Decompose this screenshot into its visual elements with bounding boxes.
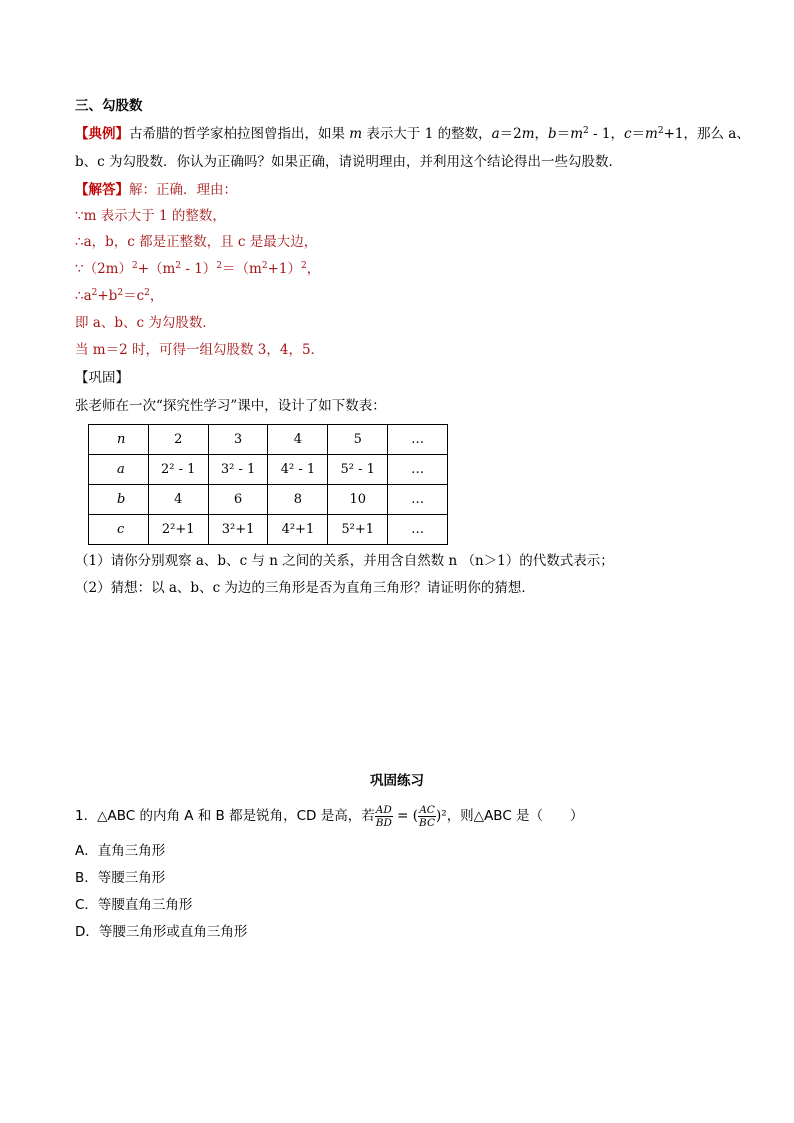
table-cell: 5 bbox=[328, 425, 388, 455]
table-cell: 4² - 1 bbox=[268, 455, 328, 485]
table-row-header: n bbox=[89, 425, 149, 455]
table-cell: 3²+1 bbox=[208, 515, 268, 545]
answer-line-5: 即 a、b、c 为勾股数． bbox=[75, 315, 216, 331]
table-cell: 8 bbox=[268, 485, 328, 515]
example-line-2: b、c 为勾股数．你认为正确吗？如果正确，请说明理由，并利用这个结论得出一些勾股数． bbox=[75, 154, 622, 170]
table-cell: … bbox=[388, 425, 448, 455]
table-cell: … bbox=[388, 515, 448, 545]
practice-question-1: 1．△ABC 的内角 A 和 B 都是锐角，CD 是高，若 $\frac{AD}{BD}$ = ( $\frac{AC}{BC}$ )²，则△ABC 是（ ） bbox=[75, 804, 584, 829]
option-c: C．等腰直角三角形 bbox=[75, 897, 193, 913]
table-row bbox=[89, 515, 448, 545]
answer-intro: 【解答】解：正确．理由： bbox=[75, 182, 237, 198]
answer-line-3: $\because(2m)^2+(m^2 - 1)^2=(m^2+1)^2$， bbox=[75, 261, 321, 277]
table-row bbox=[89, 485, 448, 515]
option-a: A．直角三角形 bbox=[75, 843, 166, 859]
table-cell: 4 bbox=[268, 425, 328, 455]
table-row-header: c bbox=[89, 515, 149, 545]
table-cell: 5² - 1 bbox=[328, 455, 388, 485]
table-row-header: a bbox=[89, 455, 149, 485]
table-row bbox=[89, 425, 448, 455]
option-b: B．等腰三角形 bbox=[75, 870, 166, 886]
question-1: （1）请你分别观察 a、b、c 与 n 之间的关系，并用含自然数 n （n＞1）的代数式表示； bbox=[75, 553, 614, 569]
table-cell: 3 bbox=[208, 425, 268, 455]
table-cell: 2 bbox=[148, 425, 208, 455]
table-cell: 2²+1 bbox=[148, 515, 208, 545]
table-cell: … bbox=[388, 455, 448, 485]
table-cell: 3² - 1 bbox=[208, 455, 268, 485]
answer-line-1: ∵m 表示大于 1 的整数， bbox=[75, 208, 226, 224]
number-table bbox=[88, 424, 448, 545]
table-cell: 4²+1 bbox=[268, 515, 328, 545]
question-2: （2）猜想：以 a、b、c 为边的三角形是否为直角三角形？请证明你的猜想． bbox=[75, 580, 535, 596]
consolidate-tag: 【巩固】 bbox=[75, 370, 129, 386]
table-cell: 4 bbox=[148, 485, 208, 515]
example-tag: 【典例】 bbox=[75, 126, 129, 142]
table-row bbox=[89, 455, 448, 485]
fraction-ad-bd: $\frac{AD}{BD}$ bbox=[375, 804, 392, 829]
answer-line-2: ∴a，b，c 都是正整数，且 c 是最大边， bbox=[75, 234, 318, 250]
answer-tag: 【解答】 bbox=[75, 182, 129, 198]
table-cell: 10 bbox=[328, 485, 388, 515]
example-line-1: 【典例】古希腊的哲学家柏拉图曾指出，如果 m 表示大于 1 的整数，a＝2m，$b=m^2 - 1$，$c=m^2+1$，那么 a、 bbox=[75, 126, 750, 142]
table-cell: 2² - 1 bbox=[148, 455, 208, 485]
table-cell: … bbox=[388, 485, 448, 515]
option-d: D．等腰三角形或直角三角形 bbox=[75, 924, 248, 940]
answer-line-6: 当 m＝2 时，可得一组勾股数 3，4，5． bbox=[75, 342, 325, 358]
table-cell: 6 bbox=[208, 485, 268, 515]
table-cell: 5²+1 bbox=[328, 515, 388, 545]
section-title: 三、勾股数 bbox=[75, 98, 143, 114]
fraction-ac-bc: $\frac{AC}{BC}$ bbox=[419, 804, 435, 829]
table-row-header: b bbox=[89, 485, 149, 515]
practice-title: 巩固练习 bbox=[370, 773, 424, 789]
answer-line-4: $\therefore a^2+b^2=c^2$， bbox=[75, 288, 164, 304]
consolidate-intro: 张老师在一次“探究性学习”课中，设计了如下数表： bbox=[75, 398, 386, 414]
